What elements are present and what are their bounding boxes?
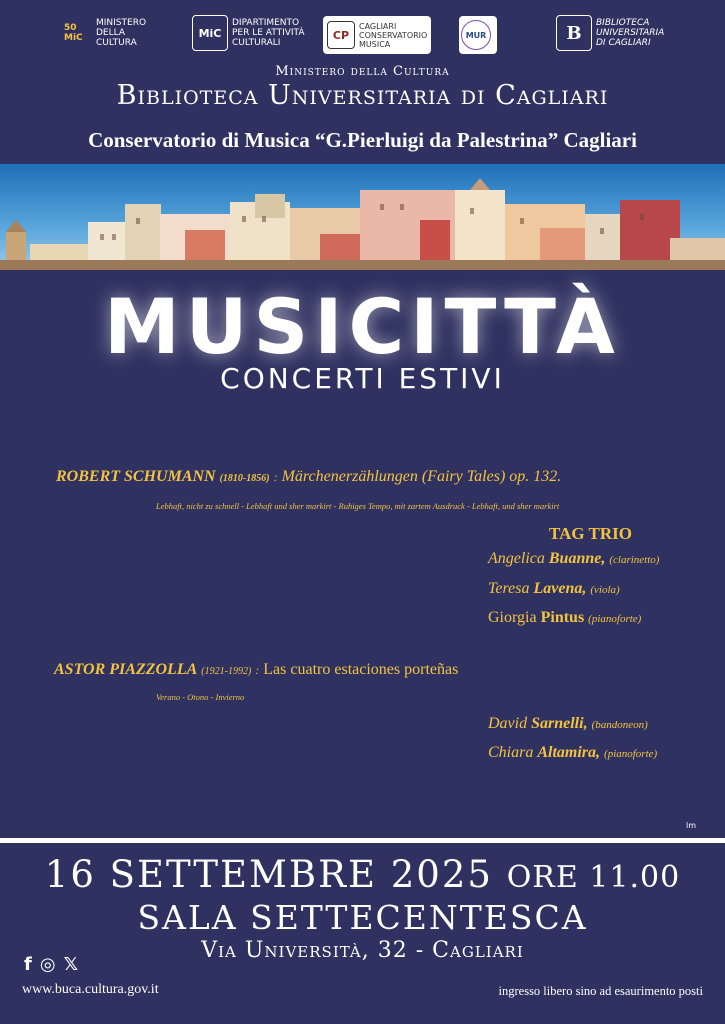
performer-instrument: (pianoforte)	[588, 613, 642, 625]
piece-piazzolla	[54, 661, 458, 679]
performer-row	[488, 580, 620, 598]
event-venue: SALA SETTECENTESCA	[137, 898, 588, 937]
logo-text: BIBLIOTECA UNIVERSITARIA DI CAGLIARI	[596, 18, 665, 48]
performer-last-name: Pintus	[540, 609, 585, 626]
instagram-icon[interactable]: ◎	[39, 954, 56, 975]
event-time: ORE 11.00	[506, 860, 681, 895]
library-title: Biblioteca Universitaria di Cagliari	[116, 80, 609, 111]
performer-last-name: Sarnelli,	[531, 715, 588, 732]
performer-row	[488, 744, 657, 762]
composer-name: ASTOR PIAZZOLLA	[54, 661, 198, 678]
performer-first-name: Teresa	[488, 580, 530, 597]
conservatory-title: Conservatorio di Musica “G.Pierluigi da Palestrina” Cagliari	[88, 128, 637, 152]
work-title: Märchenerzählungen (Fairy Tales) op. 132.	[281, 468, 562, 485]
cagliari-skyline-image	[0, 164, 725, 270]
performer-last-name: Lavena,	[533, 580, 587, 597]
logo-biblioteca-universitaria	[556, 12, 664, 54]
logo-text: MINISTERO DELLA CULTURA	[96, 18, 147, 48]
performer-row	[488, 609, 641, 627]
divider	[0, 838, 725, 843]
x-twitter-icon[interactable]: 𝕏	[63, 954, 79, 975]
piazzolla-movements: Verano - Otono - Invierno	[156, 692, 245, 702]
logo-mur	[459, 16, 497, 54]
logo-conservatorio-cagliari	[323, 16, 431, 54]
performer-row	[488, 550, 659, 568]
biblioteca-mark: B	[556, 15, 592, 51]
piece-schumann	[56, 468, 561, 486]
mic-mark: MiC	[192, 15, 228, 51]
schumann-movements: Lebhaft, nicht zu schnell - Lebhaft und sher markirt - Ruhiges Tempo, mit zartem Ausdruck - Lebhaft, und sher markirt	[156, 501, 560, 511]
event-title: MUSICITTÀ	[104, 282, 621, 371]
composer-years: (1810-1856)	[219, 473, 270, 484]
social-links	[24, 954, 78, 975]
separator: :	[273, 470, 278, 484]
performer-row	[488, 715, 648, 733]
performer-last-name: Altamira,	[537, 744, 601, 761]
logo-ministero-cultura	[64, 12, 146, 54]
event-address: Via Università, 32 - Cagliari	[201, 938, 524, 963]
facebook-icon[interactable]: f	[24, 954, 32, 975]
performer-first-name: Angelica	[488, 550, 545, 567]
logo-text: DIPARTIMENTO PER LE ATTIVITÀ CULTURALI	[232, 18, 305, 48]
designer-credit: lm	[686, 821, 697, 830]
ensemble-name: TAG TRIO	[549, 524, 632, 543]
work-title: Las cuatro estaciones porteñas	[263, 661, 459, 678]
performer-instrument: (pianoforte)	[604, 748, 658, 760]
performer-first-name: Chiara	[488, 744, 534, 761]
logo-dipartimento-attivita-culturali	[192, 12, 305, 54]
conservatorio-mark: CP	[327, 21, 355, 49]
performer-instrument: (viola)	[590, 584, 620, 596]
composer-name: ROBERT SCHUMANN	[56, 468, 216, 485]
performer-first-name: Giorgia	[488, 609, 537, 626]
entry-note: ingresso libero sino ad esaurimento posti	[498, 984, 703, 998]
separator: :	[255, 663, 260, 677]
performer-instrument: (bandoneon)	[591, 719, 648, 731]
performer-last-name: Buanne,	[548, 550, 606, 567]
event-subtitle: CONCERTI ESTIVI	[220, 362, 505, 395]
event-date: 16 SETTEMBRE 2025	[44, 853, 493, 896]
logo-text: CAGLIARI CONSERVATORIO MUSICA	[359, 21, 428, 49]
mic-50-mark: 50 MiC	[64, 23, 83, 43]
ministry-title: Ministero della Cultura	[275, 64, 450, 79]
performer-first-name: David	[488, 715, 528, 732]
website-url[interactable]: www.buca.cultura.gov.it	[22, 982, 159, 997]
mur-mark: MUR	[461, 20, 491, 50]
composer-years: (1921-1992)	[201, 666, 252, 677]
performer-instrument: (clarinetto)	[609, 554, 660, 566]
event-date-time	[0, 853, 725, 896]
